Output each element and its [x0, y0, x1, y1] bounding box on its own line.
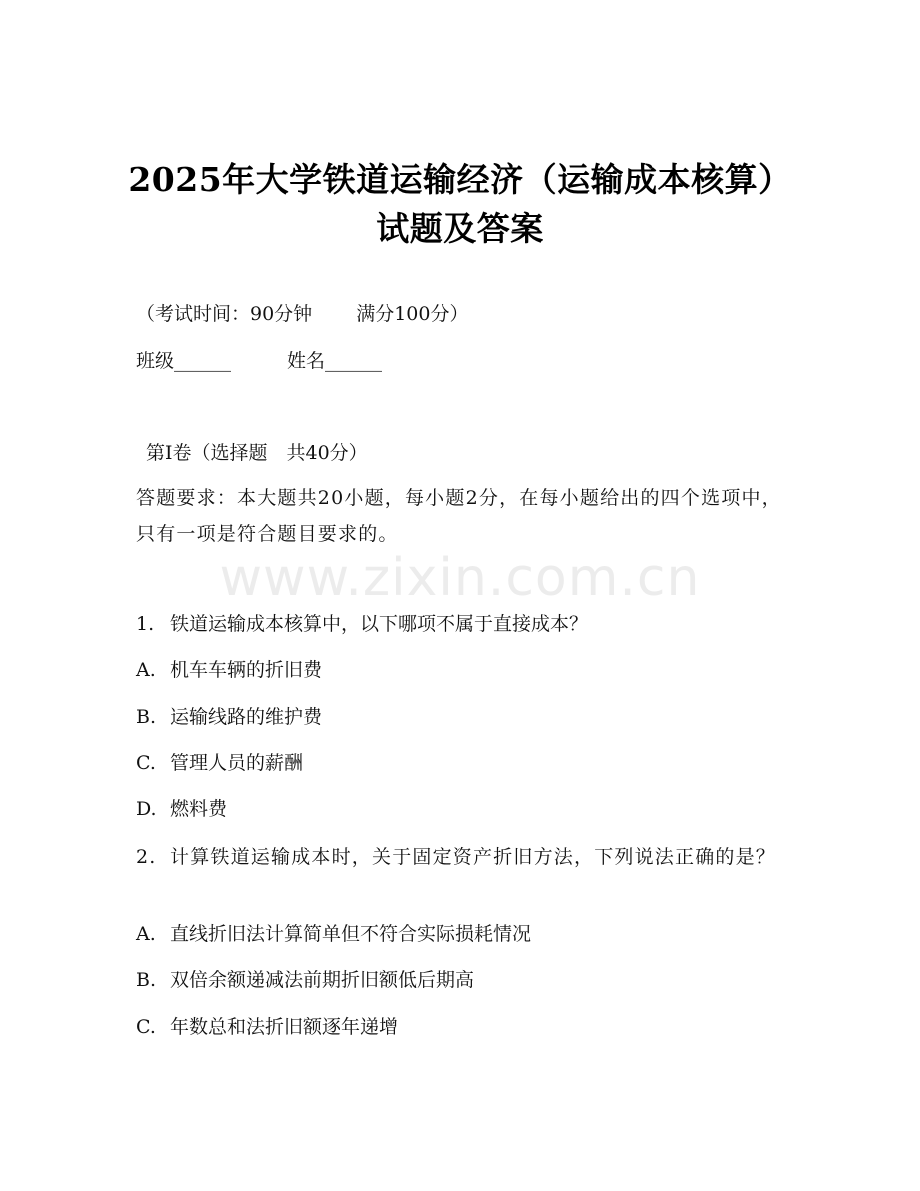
question-1 — [136, 611, 588, 637]
q2-option-a — [136, 921, 531, 947]
option-letter: C. — [136, 1016, 156, 1038]
q1-option-a — [136, 657, 322, 683]
option-text: 双倍余额递减法前期折旧额低后期高 — [170, 969, 475, 991]
question-text: 铁道运输成本核算中，以下哪项不属于直接成本？ — [170, 613, 589, 635]
name-field: 姓名______ — [287, 350, 383, 372]
student-info — [136, 348, 382, 374]
exam-time: （考试时间：90分钟 — [136, 303, 313, 325]
option-text: 管理人员的薪酬 — [170, 752, 304, 774]
class-field: 班级______ — [136, 350, 232, 372]
document-title-line1: 2025年大学铁道运输经济（运输成本核算） — [128, 160, 792, 199]
q2-option-b — [136, 967, 474, 993]
question-2 — [136, 839, 786, 875]
option-text: 机车车辆的折旧费 — [170, 659, 323, 681]
q2-option-c — [136, 1014, 398, 1040]
option-letter: A. — [136, 923, 156, 945]
question-number: 2. — [136, 846, 157, 868]
question-text: 计算铁道运输成本时，关于固定资产折旧方法，下列说法正确的是？ — [170, 846, 777, 868]
q1-option-b — [136, 704, 322, 730]
option-text: 年数总和法折旧额逐年递增 — [170, 1016, 399, 1038]
full-score: 满分100分） — [356, 303, 469, 325]
option-letter: C. — [136, 752, 156, 774]
document-title-line2: 试题及答案 — [376, 209, 544, 248]
option-text: 燃料费 — [170, 798, 228, 820]
option-text: 运输线路的维护费 — [170, 706, 323, 728]
option-letter: B. — [136, 706, 157, 728]
section-title: 第I卷（选择题 共40分） — [146, 442, 368, 464]
option-letter: A. — [136, 659, 156, 681]
watermark: www.zixin.com.cn — [219, 548, 701, 608]
exam-info — [136, 301, 468, 327]
option-text: 直线折旧法计算简单但不符合实际损耗情况 — [170, 923, 532, 945]
q1-option-d — [136, 796, 227, 822]
instructions: 答题要求：本大题共20小题，每小题2分，在每小题给出的四个选项中，只有一项是符合题目要求的。 — [136, 487, 782, 545]
q1-option-c — [136, 750, 303, 776]
option-letter: B. — [136, 969, 157, 991]
option-letter: D. — [136, 798, 157, 820]
question-number: 1. — [136, 613, 155, 635]
